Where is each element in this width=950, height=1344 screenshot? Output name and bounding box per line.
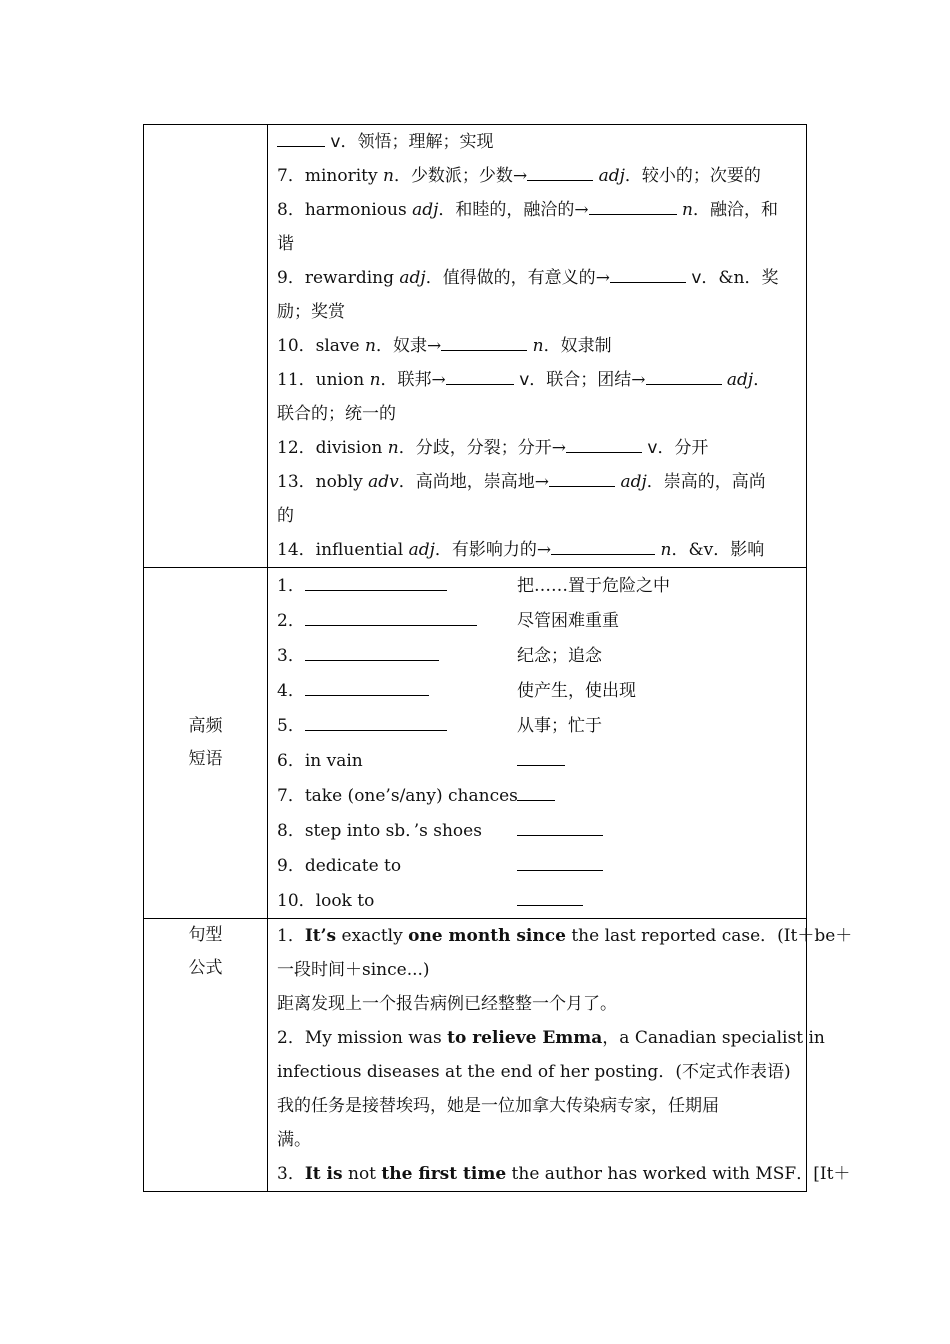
section-label: 高频 [188, 716, 223, 736]
vocab-item-cont: 励；奖赏 [277, 302, 345, 322]
pattern-translation: 距离发现上一个报告病例已经整整一个月了。 [277, 994, 617, 1014]
answer-blank[interactable] [551, 534, 655, 555]
pattern-sentence-cont: 一段时间＋since...) [277, 960, 430, 980]
vocab-item: 14．influential adj．有影响力的→ n．&v．影响 [277, 533, 798, 567]
answer-blank[interactable] [549, 466, 615, 487]
vocab-item: 11．union n．联邦→ v．联合；团结→ adj． [277, 363, 798, 397]
phrase-item: 10．look to [277, 883, 798, 918]
vocab-lead-line: v．领悟；理解；实现 [277, 125, 798, 159]
answer-blank[interactable] [441, 330, 527, 351]
phrases-row [144, 568, 807, 919]
vocab-item: 13．nobly adv．高尚地，崇高地→ adj．崇高的，高尚 [277, 465, 798, 499]
vocab-item-cont: 的 [277, 506, 294, 526]
answer-blank[interactable] [517, 780, 555, 801]
pattern-sentence: 1．It’s exactly one month since the last reported case．(It＋be＋ [277, 926, 853, 946]
phrase-item: 3． 纪念；追念 [277, 638, 798, 673]
answer-blank[interactable] [517, 885, 583, 906]
answer-blank[interactable] [517, 850, 603, 871]
answer-blank[interactable] [589, 194, 677, 215]
answer-blank[interactable] [646, 364, 722, 385]
answer-blank[interactable] [566, 432, 642, 453]
vocab-label-cell [144, 125, 268, 568]
answer-blank[interactable] [305, 570, 447, 591]
vocab-item: 7．minority n．少数派；少数→ adj．较小的；次要的 [277, 159, 798, 193]
pattern-translation: 我的任务是接替埃玛，她是一位加拿大传染病专家，任期届 [277, 1096, 719, 1116]
vocab-item: 9．rewarding adj．值得做的，有意义的→ v．&n．奖 [277, 261, 798, 295]
worksheet [143, 124, 853, 1184]
vocab-table [143, 124, 853, 1192]
pattern-translation: 满。 [277, 1130, 311, 1150]
meaning: 领悟；理解；实现 [357, 132, 494, 152]
phrase-item: 2． 尽管困难重重 [277, 603, 798, 638]
patterns-content-cell [268, 919, 853, 1192]
vocab-item: 10．slave n．奴隶→ n．奴隶制 [277, 329, 798, 363]
answer-blank[interactable] [305, 640, 439, 661]
pattern-sentence-cont: infectious diseases at the end of her posting．(不定式作表语) [277, 1062, 791, 1082]
vocab-item: 8．harmonious adj．和睦的，融洽的→ n．融洽，和 [277, 193, 798, 227]
vocab-row [144, 125, 807, 568]
phrases-content-cell [268, 568, 807, 919]
pos-label: v [330, 132, 341, 152]
patterns-label-cell [144, 919, 268, 1192]
answer-blank[interactable] [517, 815, 603, 836]
phrases-label-cell [144, 568, 268, 919]
section-label: 公式 [188, 958, 223, 978]
answer-blank[interactable] [305, 675, 429, 696]
vocab-item-cont: 联合的；统一的 [277, 404, 396, 424]
phrase-item: 5． 从事；忙于 [277, 708, 798, 743]
phrase-item: 6．in vain [277, 743, 798, 778]
answer-blank[interactable] [517, 745, 565, 766]
answer-blank[interactable] [305, 710, 447, 731]
phrase-item: 9．dedicate to [277, 848, 798, 883]
section-label: 短语 [188, 749, 223, 769]
pattern-sentence: 2．My mission was to relieve Emma，a Canadian specialist in [277, 1028, 825, 1048]
phrase-item: 4． 使产生，使出现 [277, 673, 798, 708]
patterns-row [144, 919, 807, 1192]
pattern-sentence: 3．It is not the first time the author has worked with MSF．[It＋ [277, 1164, 851, 1184]
answer-blank[interactable] [277, 126, 325, 147]
vocab-content-cell [268, 125, 807, 568]
phrase-item: 8．step into sb．’s shoes [277, 813, 798, 848]
answer-blank[interactable] [527, 160, 593, 181]
answer-blank[interactable] [446, 364, 514, 385]
vocab-item: 12．division n．分歧，分裂；分开→ v．分开 [277, 431, 798, 465]
vocab-item-cont: 谐 [277, 234, 294, 254]
phrase-item: 7．take (one’s/any) chances [277, 778, 798, 813]
section-label: 句型 [188, 925, 223, 945]
phrase-item: 1． 把……置于危险之中 [277, 568, 798, 603]
answer-blank[interactable] [305, 605, 477, 626]
answer-blank[interactable] [610, 262, 686, 283]
